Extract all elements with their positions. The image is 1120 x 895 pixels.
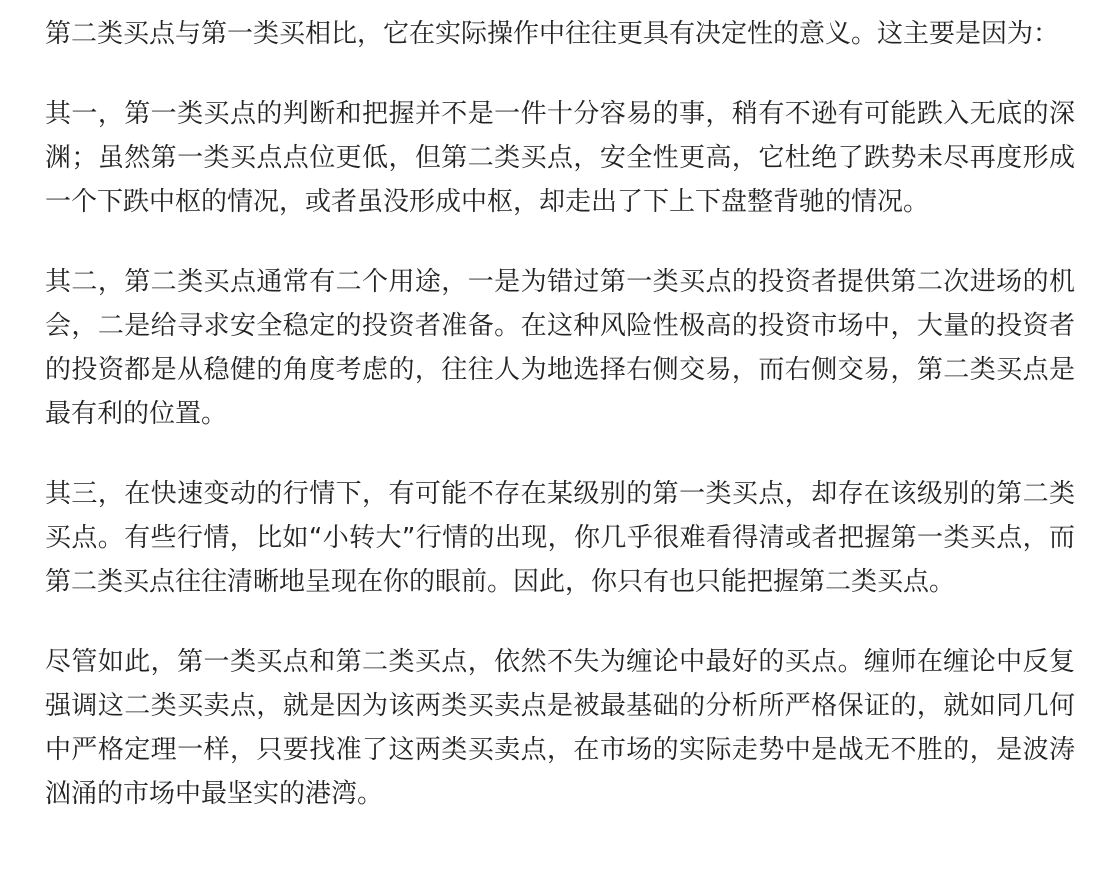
paragraph-intro: 第二类买点与第一类买相比，它在实际操作中往往更具有决定性的意义。这主要是因为： xyxy=(45,19,1060,49)
article-body xyxy=(45,12,1075,816)
paragraph-reason-two: 其二，第二类买点通常有二个用途，一是为错过第一类买点的投资者提供第二次进场的机会，二是给寻求安全稳定的投资者准备。在这种风险性极高的投资市场中，大量的投资者的投资都是从稳健的角度考虑的，往往人为地选择右侧交易，而右侧交易，第二类买点是最有利的位置。 xyxy=(45,267,1075,429)
paragraph-reason-one: 其一，第一类买点的判断和把握并不是一件十分容易的事，稍有不逊有可能跌入无底的深渊；虽然第一类买点点位更低，但第二类买点，安全性更高，它杜绝了跌势未尽再度形成一个下跌中枢的情况，或者虽没形成中枢，却走出了下上下盘整背驰的情况。 xyxy=(45,99,1075,217)
paragraph-reason-three: 其三，在快速变动的行情下，有可能不存在某级别的第一类买点，却存在该级别的第二类买点。有些行情，比如“小转大”行情的出现，你几乎很难看得清或者把握第一类买点，而第二类买点往往清晰地呈现在你的眼前。因此，你只有也只能把握第二类买点。 xyxy=(45,479,1075,597)
paragraph-conclusion: 尽管如此，第一类买点和第二类买点，依然不失为缠论中最好的买点。缠师在缠论中反复强调这二类买卖点，就是因为该两类买卖点是被最基础的分析所严格保证的，就如同几何中严格定理一样，只要找准了这两类买卖点，在市场的实际走势中是战无不胜的，是波涛汹涌的市场中最坚实的港湾。 xyxy=(45,647,1075,809)
